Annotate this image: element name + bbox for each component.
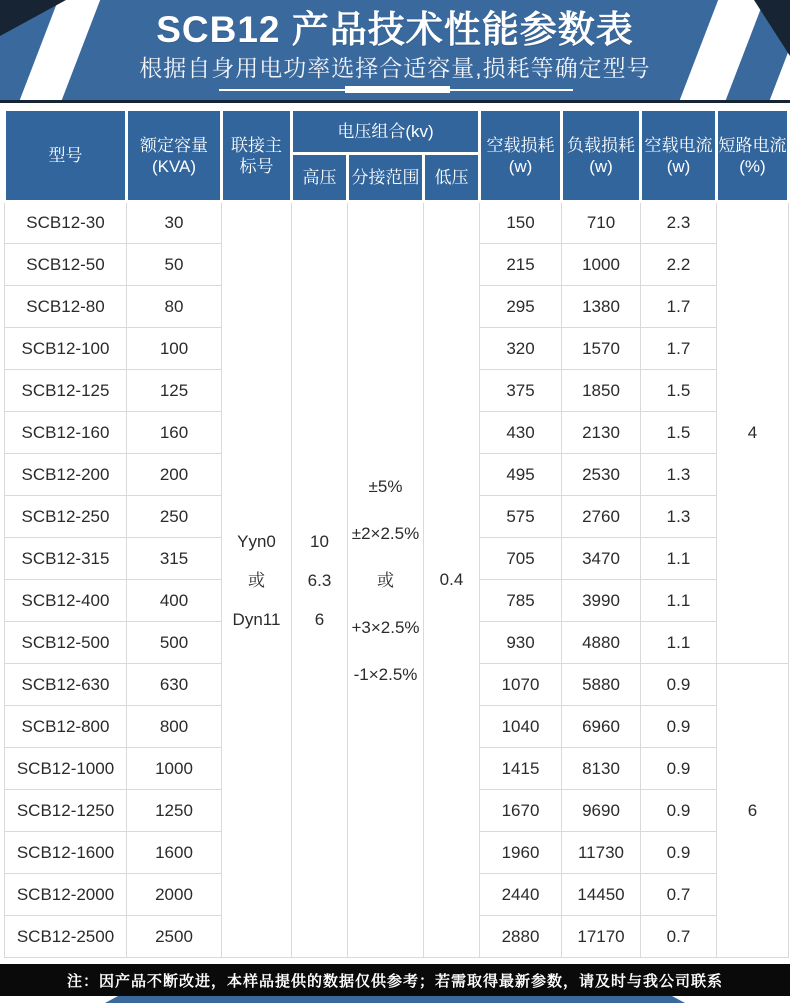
spec-table-header	[5, 110, 789, 202]
no-load-current-cell: 0.9	[641, 832, 717, 874]
load-loss-cell: 2530	[562, 454, 641, 496]
connection-cell-line: Dyn11	[232, 609, 281, 629]
load-loss-cell: 1850	[562, 370, 641, 412]
no-load-loss-cell: 2440	[480, 874, 562, 916]
table-row	[5, 202, 789, 244]
no-load-current-cell: 1.7	[641, 286, 717, 328]
model-cell: SCB12-160	[5, 412, 127, 454]
col-header-connection	[222, 110, 292, 202]
no-load-current-cell: 1.5	[641, 412, 717, 454]
col-header-no-load-loss-line1: 空载损耗	[486, 135, 555, 155]
spec-table-container	[0, 108, 790, 958]
col-header-model: 型号	[5, 110, 127, 202]
col-header-load-loss-line2: (w)	[589, 156, 613, 176]
connection-cell-line: 或	[248, 570, 265, 590]
tap-range-cell-line: 或	[377, 570, 394, 590]
model-cell: SCB12-100	[5, 328, 127, 370]
page-title: SCB12 产品技术性能参数表	[156, 9, 634, 50]
load-loss-cell: 2130	[562, 412, 641, 454]
no-load-current-cell: 0.7	[641, 874, 717, 916]
no-load-loss-cell: 150	[480, 202, 562, 244]
load-loss-cell: 710	[562, 202, 641, 244]
hv-cell-line: 6.3	[307, 570, 332, 590]
no-load-current-cell: 0.9	[641, 664, 717, 706]
hv-cell-line: 10	[310, 531, 329, 551]
short-circuit-cell: 4	[717, 202, 789, 664]
load-loss-cell: 5880	[562, 664, 641, 706]
footer-note-bar	[0, 964, 790, 996]
model-cell: SCB12-500	[5, 622, 127, 664]
model-cell: SCB12-250	[5, 496, 127, 538]
connection-cell	[222, 202, 292, 958]
no-load-current-cell: 1.5	[641, 370, 717, 412]
col-header-no-load-loss	[480, 110, 562, 202]
header-row-top	[5, 110, 789, 154]
hv-cell-line: 6	[314, 609, 325, 629]
col-header-load-loss-line1: 负载损耗	[567, 135, 635, 155]
no-load-loss-cell: 1415	[480, 748, 562, 790]
capacity-cell: 1600	[127, 832, 222, 874]
model-cell: SCB12-630	[5, 664, 127, 706]
no-load-current-cell: 1.1	[641, 580, 717, 622]
load-loss-cell: 3470	[562, 538, 641, 580]
no-load-loss-cell: 2880	[480, 916, 562, 958]
model-cell: SCB12-200	[5, 454, 127, 496]
capacity-cell: 2000	[127, 874, 222, 916]
no-load-current-cell: 2.3	[641, 202, 717, 244]
model-cell: SCB12-80	[5, 286, 127, 328]
no-load-current-cell: 0.9	[641, 748, 717, 790]
no-load-current-cell: 1.1	[641, 622, 717, 664]
load-loss-cell: 11730	[562, 832, 641, 874]
spec-table-body	[5, 202, 789, 958]
bottom-accent-trapezoid	[105, 996, 685, 1003]
col-header-lv: 低压	[424, 154, 480, 202]
col-header-no-load-current-line1: 空载电流	[644, 135, 713, 155]
lv-cell: 0.4	[424, 202, 480, 958]
short-circuit-cell: 6	[717, 664, 789, 958]
tap-range-cell-line: +3×2.5%	[351, 617, 420, 637]
underline-thick-bar	[345, 86, 450, 93]
col-header-voltage-group: 电压组合(kv)	[292, 110, 480, 154]
capacity-cell: 125	[127, 370, 222, 412]
tap-range-cell	[348, 202, 424, 958]
col-header-no-load-loss-line2: (w)	[508, 156, 533, 176]
no-load-loss-cell: 375	[480, 370, 562, 412]
col-header-short-circuit-line2: (%)	[739, 156, 766, 176]
load-loss-cell: 6960	[562, 706, 641, 748]
col-header-tap-range: 分接范围	[348, 154, 424, 202]
subtitle-underline	[0, 83, 790, 93]
no-load-current-cell: 1.7	[641, 328, 717, 370]
col-header-capacity-line1: 额定容量	[140, 135, 208, 155]
capacity-cell: 630	[127, 664, 222, 706]
no-load-current-cell: 1.3	[641, 496, 717, 538]
model-cell: SCB12-400	[5, 580, 127, 622]
banner-bottom-line	[0, 100, 790, 103]
no-load-current-cell: 0.9	[641, 790, 717, 832]
load-loss-cell: 1380	[562, 286, 641, 328]
model-cell: SCB12-30	[5, 202, 127, 244]
load-loss-cell: 8130	[562, 748, 641, 790]
model-cell: SCB12-1250	[5, 790, 127, 832]
capacity-cell: 2500	[127, 916, 222, 958]
model-cell: SCB12-1000	[5, 748, 127, 790]
capacity-cell: 30	[127, 202, 222, 244]
col-header-no-load-current-line2: (w)	[666, 156, 691, 176]
no-load-loss-cell: 1960	[480, 832, 562, 874]
model-cell: SCB12-1600	[5, 832, 127, 874]
page-subtitle: 根据自身用电功率选择合适容量,损耗等确定型号	[139, 55, 651, 81]
model-cell: SCB12-50	[5, 244, 127, 286]
model-cell: SCB12-800	[5, 706, 127, 748]
capacity-cell: 250	[127, 496, 222, 538]
no-load-loss-cell: 430	[480, 412, 562, 454]
load-loss-cell: 1000	[562, 244, 641, 286]
no-load-loss-cell: 705	[480, 538, 562, 580]
col-header-no-load-current	[641, 110, 717, 202]
load-loss-cell: 4880	[562, 622, 641, 664]
col-header-connection-line1: 联接主	[231, 135, 282, 155]
load-loss-cell: 9690	[562, 790, 641, 832]
hv-cell	[292, 202, 348, 958]
no-load-current-cell: 1.1	[641, 538, 717, 580]
capacity-cell: 315	[127, 538, 222, 580]
model-cell: SCB12-315	[5, 538, 127, 580]
load-loss-cell: 1570	[562, 328, 641, 370]
capacity-cell: 160	[127, 412, 222, 454]
model-cell: SCB12-125	[5, 370, 127, 412]
no-load-loss-cell: 785	[480, 580, 562, 622]
no-load-loss-cell: 495	[480, 454, 562, 496]
col-header-capacity-line2: (KVA)	[151, 156, 197, 176]
model-cell: SCB12-2000	[5, 874, 127, 916]
no-load-loss-cell: 295	[480, 286, 562, 328]
load-loss-cell: 3990	[562, 580, 641, 622]
capacity-cell: 200	[127, 454, 222, 496]
header-banner	[0, 0, 790, 103]
no-load-loss-cell: 215	[480, 244, 562, 286]
no-load-current-cell: 0.9	[641, 706, 717, 748]
tap-range-cell-line: -1×2.5%	[353, 664, 418, 684]
model-cell: SCB12-2500	[5, 916, 127, 958]
no-load-loss-cell: 320	[480, 328, 562, 370]
col-header-capacity	[127, 110, 222, 202]
tap-range-cell-line: ±5%	[368, 476, 403, 496]
spec-table	[3, 108, 790, 958]
no-load-loss-cell: 1040	[480, 706, 562, 748]
load-loss-cell: 14450	[562, 874, 641, 916]
no-load-current-cell: 2.2	[641, 244, 717, 286]
no-load-current-cell: 1.3	[641, 454, 717, 496]
col-header-short-circuit	[717, 110, 789, 202]
col-header-load-loss	[562, 110, 641, 202]
footer-note-text: 注：因产品不断改进，本样品提供的数据仅供参考；若需取得最新参数，请及时与我公司联系	[66, 972, 723, 990]
capacity-cell: 800	[127, 706, 222, 748]
no-load-loss-cell: 575	[480, 496, 562, 538]
no-load-current-cell: 0.7	[641, 916, 717, 958]
no-load-loss-cell: 930	[480, 622, 562, 664]
connection-cell-line: Yyn0	[237, 531, 276, 551]
capacity-cell: 400	[127, 580, 222, 622]
col-header-short-circuit-line1: 短路电流	[718, 135, 787, 155]
col-header-connection-line2: 标号	[239, 156, 274, 176]
col-header-hv: 高压	[292, 154, 348, 202]
capacity-cell: 1000	[127, 748, 222, 790]
capacity-cell: 500	[127, 622, 222, 664]
capacity-cell: 1250	[127, 790, 222, 832]
capacity-cell: 80	[127, 286, 222, 328]
load-loss-cell: 17170	[562, 916, 641, 958]
no-load-loss-cell: 1070	[480, 664, 562, 706]
capacity-cell: 50	[127, 244, 222, 286]
tap-range-cell-line: ±2×2.5%	[351, 523, 420, 543]
load-loss-cell: 2760	[562, 496, 641, 538]
capacity-cell: 100	[127, 328, 222, 370]
no-load-loss-cell: 1670	[480, 790, 562, 832]
